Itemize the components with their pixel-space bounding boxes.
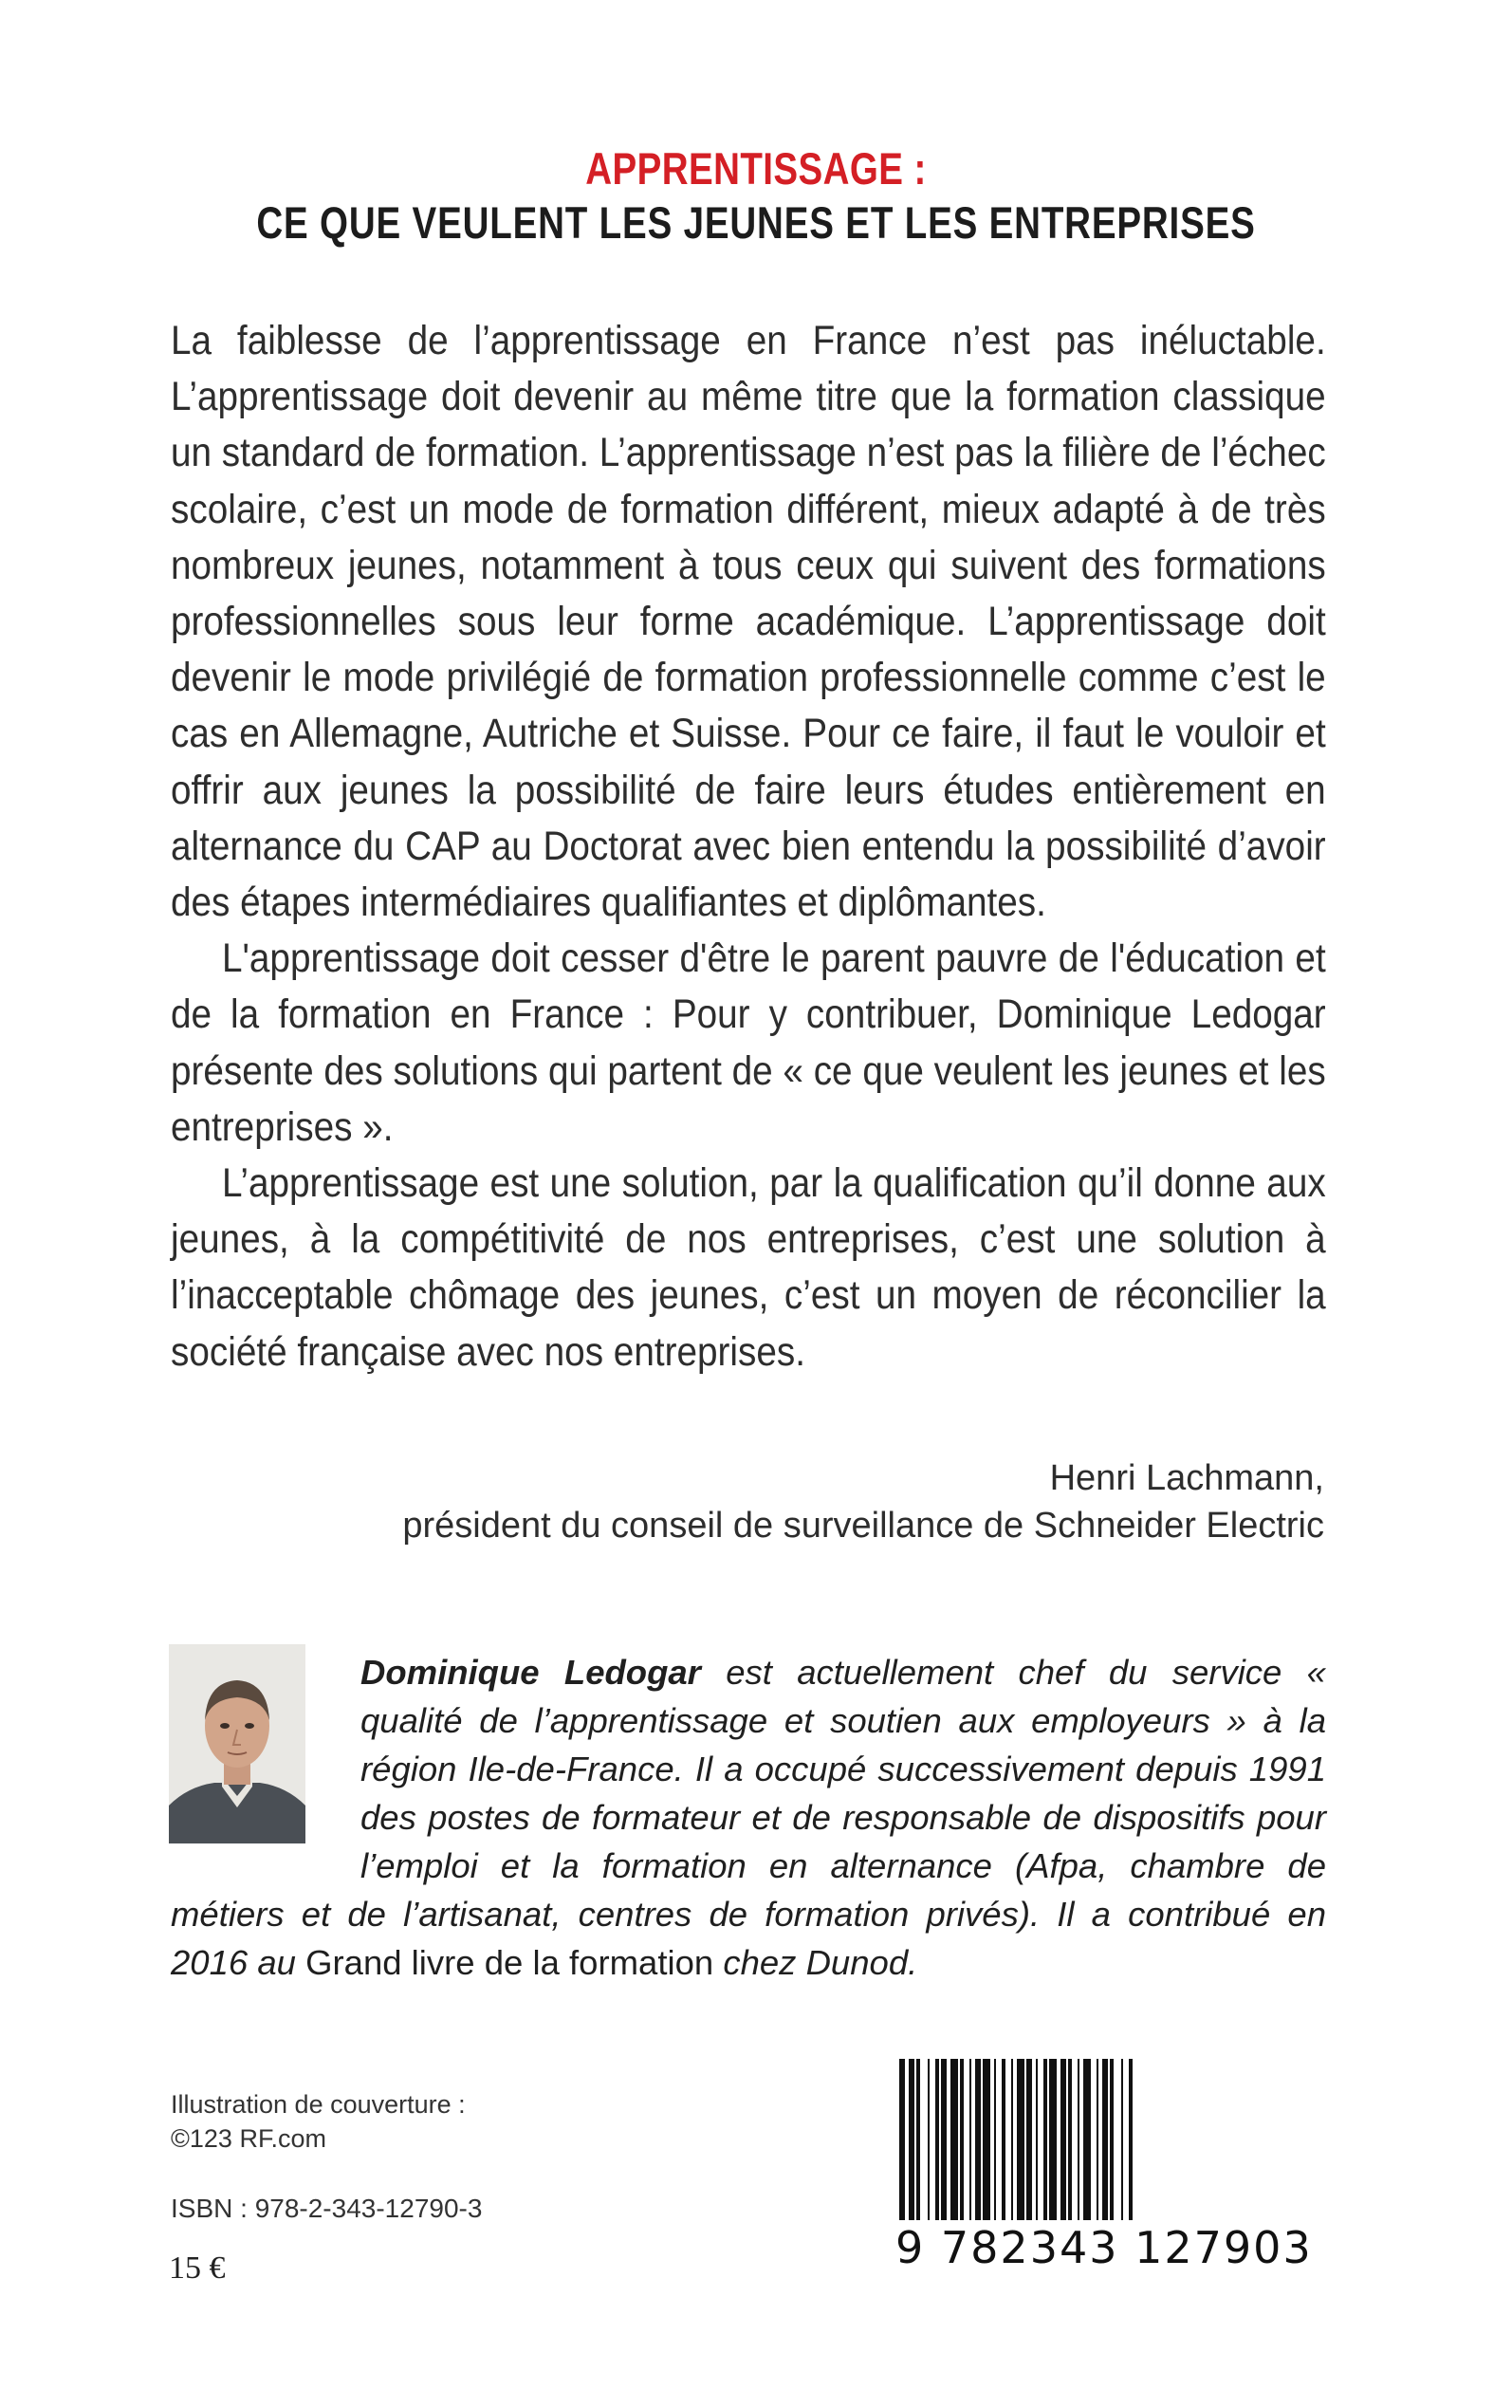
blurb — [171, 313, 1326, 1380]
barcode-bar — [935, 2059, 939, 2220]
barcode-bar — [1026, 2059, 1032, 2220]
barcode-bar — [1017, 2059, 1024, 2220]
author-bio — [171, 1648, 1326, 1987]
barcode-bar — [1102, 2059, 1108, 2220]
barcode-bar — [1121, 2059, 1123, 2220]
barcode-bar — [1049, 2059, 1057, 2220]
barcode-bar — [1083, 2059, 1091, 2220]
barcode-bar — [950, 2059, 958, 2220]
author-bio-text-1: est actuellement chef du service « qualité de l’apprentissage et soutien aux employeurs » à la région Ile-de-France. Il a occupé successivement depuis 1991 des postes de formateur et de responsable de dispositifs pour l’emploi et la formation en alternance (Afpa, chambre de métiers et de l’artisanat, centres de formation privés). Il a contribué en 2016 au — [171, 1653, 1326, 1982]
barcode-bar — [1036, 2059, 1038, 2220]
blurb-paragraph-3: L’apprentissage est une solution, par la qualification qu’il donne aux jeunes, à la compétitivité de nos entreprises, c’est une solution à l’inacceptable chômage des jeunes, c’est un moyen de réconcilier la société française avec nos entreprises. — [171, 1160, 1326, 1375]
quote-signature — [402, 1454, 1324, 1549]
barcode-bar — [1043, 2059, 1047, 2220]
barcode-bar — [1129, 2059, 1133, 2220]
signature-name: Henri Lachmann, — [1049, 1458, 1324, 1498]
isbn: ISBN : 978-2-343-12790-3 — [171, 2194, 483, 2223]
barcode-bar — [983, 2059, 990, 2220]
title-line-1: APPRENTISSAGE : — [585, 143, 927, 194]
barcode-bar — [1002, 2059, 1005, 2220]
barcode-bar — [941, 2059, 947, 2220]
barcode-bar — [969, 2059, 971, 2220]
barcode-bar — [1068, 2059, 1072, 2220]
barcode-bar — [1110, 2059, 1114, 2220]
signature-role: président du conseil de surveillance de Schneider Electric — [402, 1506, 1324, 1546]
cover-credit — [171, 2087, 466, 2156]
barcode-bar — [960, 2059, 964, 2220]
blurb-paragraph-2: L'apprentissage doit cesser d'être le parent pauvre de l'éducation et de la formation en France : Pour y contribuer, Dominique Ledogar présente des solutions qui partent de « ce que veulent les jeunes et les entreprises ». — [171, 935, 1326, 1150]
credit-line-2: ©123 RF.com — [171, 2124, 326, 2153]
price: 15 € — [169, 2251, 226, 2286]
barcode-bar — [909, 2059, 914, 2220]
blurb-paragraph-1: La faiblesse de l’apprentissage en France n’est pas inéluctable. L’apprentissage doit devenir au même titre que la formation classique un standard de formation. L’apprentissage n’est pas la filière de l’échec scolaire, c’est un mode de formation différent, mieux adapté à de très nombreux jeunes, notamment à tous ceux qui suivent des formations professionnelles sous leur forme académique. L’apprentissage doit devenir le mode privilégié de formation professionnelle comme c’est le cas en Allemagne, Autriche et Suisse. Pour ce faire, il faut le vouloir et offrir aux jeunes la possibilité de faire leurs études entièrement en alternance du CAP au Doctorat avec bien entendu la possibilité d’avoir des étapes intermédiaires qualifiantes et diplômantes. — [171, 318, 1326, 926]
barcode-bar — [1060, 2059, 1066, 2220]
barcode-bar — [1097, 2059, 1098, 2220]
book-title — [0, 142, 1512, 250]
barcode-digits: 9 782343 127903 — [895, 2222, 1313, 2273]
title-line-2: CE QUE VEULENT LES JEUNES ET LES ENTREPRISES — [256, 197, 1256, 248]
author-name: Dominique Ledogar — [360, 1653, 701, 1692]
barcode-bar — [975, 2059, 981, 2220]
barcode-bar — [928, 2059, 930, 2220]
barcode-bar — [1011, 2059, 1013, 2220]
author-bio-text-2: chez Dunod. — [713, 1943, 918, 1982]
barcode-bar — [1078, 2059, 1079, 2220]
credit-line-1: Illustration de couverture : — [171, 2090, 466, 2119]
barcode-bar — [916, 2059, 920, 2220]
referenced-book-title: Grand livre de la formation — [305, 1943, 714, 1982]
barcode-icon — [895, 2059, 1322, 2220]
barcode-bar — [899, 2059, 905, 2220]
barcode-bar — [994, 2059, 996, 2220]
